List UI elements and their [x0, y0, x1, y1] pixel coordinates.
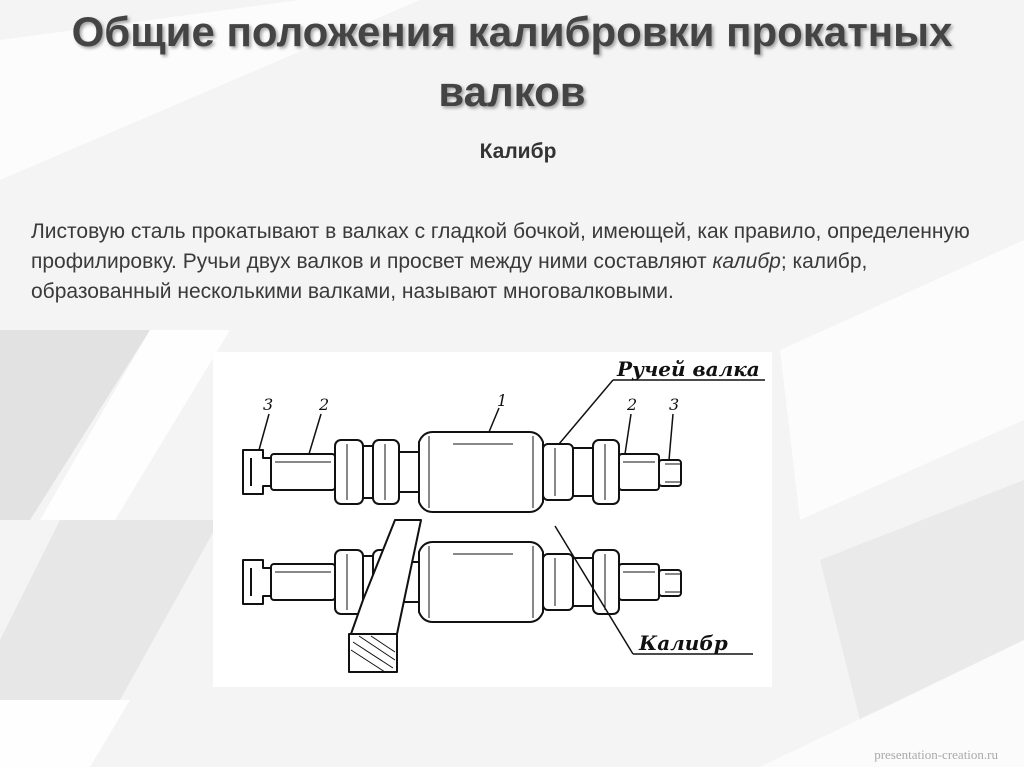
- callout-left-3: 3: [263, 395, 274, 414]
- callout-right-2: 2: [627, 395, 638, 414]
- callout-left-2: 2: [319, 395, 330, 414]
- body-paragraph: [31, 217, 991, 307]
- body-paragraph-term: калибр: [712, 250, 781, 273]
- slide-title-line-1: Общие положения калибровки прокатных: [71, 8, 953, 55]
- rolling-mill-rolls-figure: [213, 352, 772, 687]
- slide-subtitle: Калибр: [479, 140, 557, 163]
- callout-right-3: 3: [669, 395, 680, 414]
- watermark: presentation-creation.ru: [874, 747, 998, 762]
- body-paragraph-part-1: Листовую сталь прокатывают в валках с гладкой бочкой, имеющей, как правило, определенную профилировку. Ручьи двух валков и просвет между ними составляют: [31, 220, 970, 273]
- upper-roll: [243, 432, 681, 512]
- lower-roll: [243, 542, 681, 622]
- slide-title: [20, 2, 1004, 122]
- body-paragraph-part-2: ; калибр, образованный несколькими валками, называют многовалковыми.: [31, 250, 868, 303]
- label-roll-groove: Ручей валка: [617, 357, 760, 381]
- slide-title-line-2: валков: [438, 68, 586, 115]
- callout-center-1: 1: [497, 391, 508, 410]
- label-caliber: Калибр: [639, 631, 728, 655]
